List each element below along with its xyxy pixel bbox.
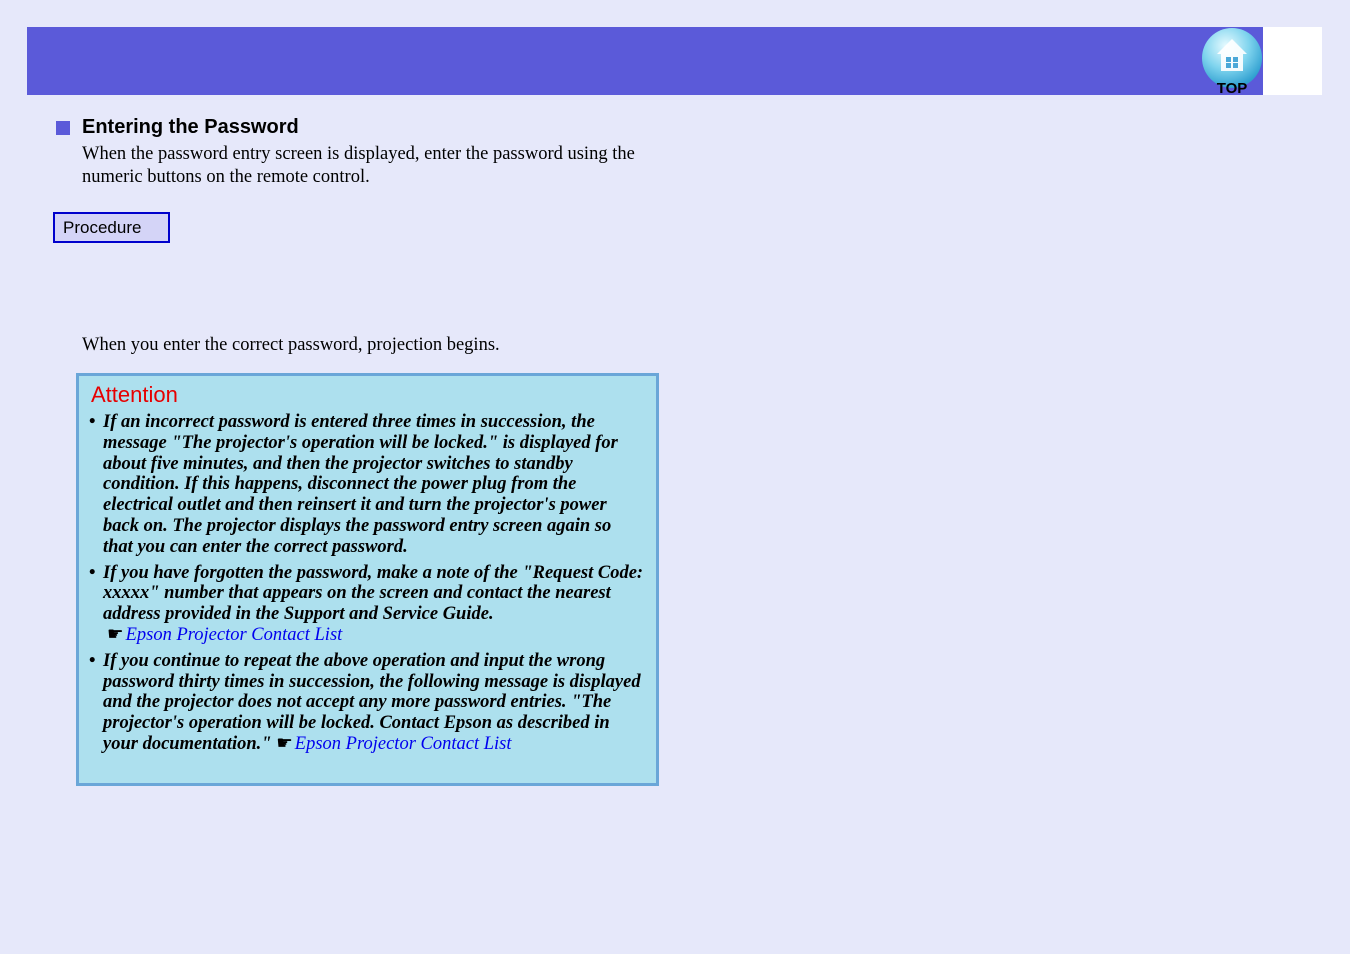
heading-bullet-icon [56, 121, 70, 135]
attention-item [89, 563, 645, 646]
attention-item-text: If you continue to repeat the above operation and input the wrong password thirty times in succession, the following message is displayed and the projector does not accept any more password entries. "The projector's operation will be locked. Contact Epson as described in your documentation." [103, 650, 641, 754]
home-icon [1199, 27, 1265, 95]
attention-title: Attention [91, 382, 178, 407]
intro-paragraph: When the password entry screen is displayed, enter the password using the numeric buttons on the remote control. [82, 144, 635, 187]
contact-list-link[interactable]: Epson Projector Contact List [125, 624, 343, 645]
attention-box [76, 373, 659, 786]
header-corner [1263, 27, 1322, 95]
top-label: TOP [1216, 80, 1248, 95]
attention-item [89, 412, 645, 558]
heading-title: Entering the Password [82, 116, 299, 138]
contact-list-link[interactable]: Epson Projector Contact List [294, 733, 512, 754]
attention-list [89, 412, 645, 760]
procedure-label: Procedure [53, 212, 170, 243]
result-paragraph: When you enter the correct password, projection begins. [82, 335, 500, 355]
header-bar [27, 27, 1263, 95]
pointing-hand-icon: ☛ [107, 624, 124, 645]
section-heading [56, 116, 299, 139]
pointing-hand-icon: ☛ [276, 733, 293, 754]
attention-item-text: If an incorrect password is entered three times in succession, the message "The projector's operation will be locked." is displayed for about five minutes, and then the projector switches to standby condition. If this happens, disconnect the power plug from the electrical outlet and then reinsert it and turn the projector's power back on. The projector displays the password entry screen again so that you can enter the correct password. [103, 412, 618, 557]
attention-item [89, 651, 645, 755]
top-button[interactable] [1199, 27, 1265, 95]
attention-item-text: If you have forgotten the password, make a note of the "Request Code: xxxxx" number that appears on the screen and contact the nearest address provided in the Support and Service Guide. [103, 562, 644, 625]
